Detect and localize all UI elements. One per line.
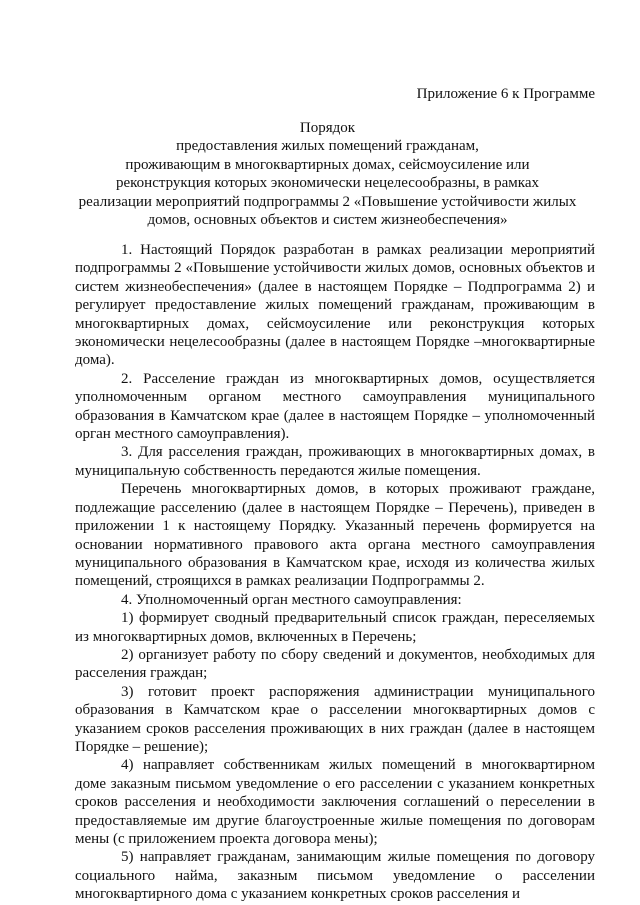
title-heading: Порядок	[299, 120, 356, 136]
annex-label: Приложение 6 к Программе	[416, 86, 595, 102]
paragraph-4: 4. Уполномоченный орган местного самоуправления:	[121, 591, 462, 608]
document-title	[60, 119, 595, 229]
paragraph-list-description: Перечень многоквартирных домов, в которых проживают граждане, подлежащие расселению (далее в настоящем Порядке – Перечень), приведен в приложении 1 к настоящему Порядку. Указанный перечень формируется на основании нормативного правового акта органа местного самоуправления муниципального образования в Камчатском крае, исходя из количества жилых помещений, строящихся в рамках реализации Подпрограммы 2.	[75, 481, 595, 590]
paragraph-1: 1. Настоящий Порядок разработан в рамках реализации мероприятий подпрограммы 2 «Повышение устойчивости жилых домов, основных объектов и систем жизнеобеспечения» (далее в настоящем Порядке – Подпрограмма 2) и регулирует предоставление жилых помещений гражданам, проживающим в многоквартирных домах, сейсмоусиление или реконструкция которых экономически нецелесообразны (далее в настоящем Порядке –многоквартирные дома).	[75, 242, 595, 369]
title-line: предоставления жилых помещений гражданам,	[176, 138, 479, 155]
title-line: домов, основных объектов и систем жизнеобеспечения»	[147, 212, 508, 229]
list-item-5: 5) направляет гражданам, занимающим жилые помещения по договору социального найма, заказным письмом уведомление о расселении многоквартирного дома с указанием конкретных сроков расселения и	[75, 849, 595, 903]
title-line: реконструкция которых экономически нецелесообразны, в рамках	[115, 175, 539, 192]
document-body	[75, 241, 595, 904]
list-item-4: 4) направляет собственникам жилых помещений в многоквартирном доме заказным письмом уведомление о его расселении с указанием конкретных сроков расселения и необходимости заключения соглашений о переселении в предоставляемые им другие благоустроенные жилые помещения по договорам мены (с приложением проекта договора мены);	[75, 757, 595, 847]
list-item-3: 3) готовит проект распоряжения администрации муниципального образования в Камчатском крае о расселении многоквартирных домов с указанием сроков расселения проживающих в них граждан (далее в настоящем Порядке – решение);	[75, 683, 595, 755]
paragraph-2: 2. Расселение граждан из многоквартирных домов, осуществляется уполномоченным органом местного самоуправления муниципального образования в Камчатском крае (далее в настоящем Порядке – уполномоченный орган местного самоуправления).	[75, 370, 595, 443]
title-line: реализации мероприятий подпрограммы 2 «Повышение устойчивости жилых	[78, 193, 577, 210]
list-item-2: 2) организует работу по сбору сведений и документов, необходимых для расселения граждан;	[75, 646, 595, 682]
title-line: проживающим в многоквартирных домах, сейсмоусиление или	[125, 156, 530, 173]
list-item-1: 1) формирует сводный предварительный список граждан, переселяемых из многоквартирных домов, включенных в Перечень;	[75, 610, 595, 645]
paragraph-3: 3. Для расселения граждан, проживающих в многоквартирных домах, в муниципальную собственность передаются жилые помещения.	[75, 444, 595, 479]
